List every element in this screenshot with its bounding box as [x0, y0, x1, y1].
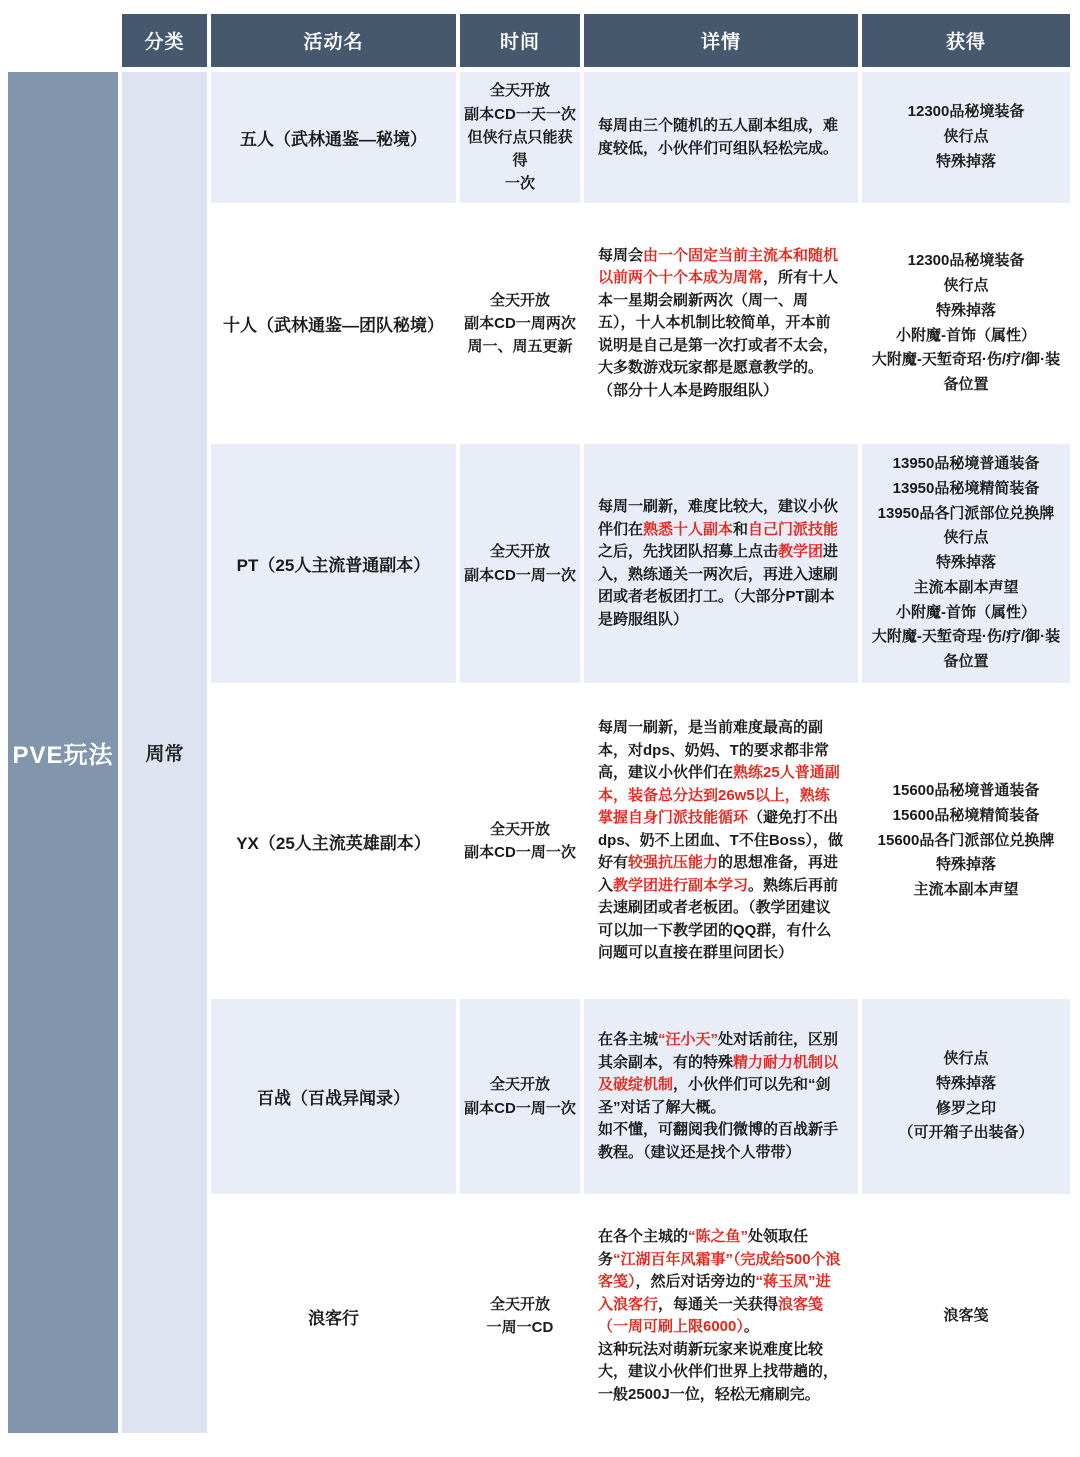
time-cell: [460, 999, 580, 1194]
reward-line: 15600品各门派部位兑换牌: [877, 831, 1055, 849]
time-line: 全天开放: [489, 820, 550, 838]
details-text: （避免打不出dps、奶不上团血、T不住Boss），做好有: [598, 809, 844, 872]
details-text: 如不懂，可翻阅我们微博的百战新手教程。（建议还是找个人带带）: [598, 1121, 839, 1161]
rewards-cell: [862, 1199, 1070, 1433]
time-line: 副本CD一周一次: [464, 566, 576, 584]
reward-line: 15600品秘境普通装备: [892, 782, 1040, 800]
details-text: 。熟练后再前去速刷团或者老板团。（教学团建议可以加一下教学团的QQ群，有什么问题可以直接在群里问团长）: [598, 876, 839, 962]
details-text: 每周一刷新，难度比较大，建议小伙伴们在: [598, 498, 839, 538]
pve-activity-table: [8, 14, 1070, 1433]
time-line: 副本CD一周一次: [464, 1099, 576, 1117]
reward-line: （可开箱子出装备）: [898, 1124, 1034, 1142]
details-paragraph: [598, 1119, 844, 1164]
details-highlight-text: 由一个固定当前主流本和随机以前两个十个本成为周常: [598, 246, 839, 287]
details-text: 每周由三个随机的五人副本组成，难度较低，小伙伴们可组队轻松完成。: [598, 117, 839, 157]
activity-name: 浪客行: [308, 1308, 359, 1328]
details-highlight-text: “陈之鱼”: [688, 1228, 749, 1245]
details-text: 。: [743, 1318, 759, 1335]
details-paragraph: [598, 496, 844, 631]
details-paragraph: [598, 115, 844, 160]
details-highlight-text: 较强抗压能力: [628, 854, 719, 872]
rewards-cell: [862, 208, 1070, 439]
details-cell: [584, 208, 858, 439]
details-highlight-text: “汪小天”: [658, 1031, 719, 1048]
time-line: 副本CD一天一次: [464, 105, 576, 123]
reward-line: 13950品秘境普通装备: [892, 455, 1040, 473]
time-line: 全天开放: [489, 1295, 550, 1313]
details-paragraph: [598, 1029, 844, 1119]
details-cell: [584, 1199, 858, 1433]
column-header-rewards: 获得: [862, 14, 1070, 67]
column-header-activity: 活动名: [211, 14, 456, 67]
rewards-cell: [862, 72, 1070, 203]
category-weekly-label: 周常: [122, 72, 207, 1433]
reward-line: 特殊掉落: [935, 301, 996, 319]
reward-line: 侠行点: [943, 128, 989, 146]
activity-name-cell: [211, 444, 456, 683]
reward-line: 侠行点: [943, 1050, 989, 1067]
details-text: 处领取任务: [598, 1228, 809, 1268]
details-highlight-text: 精力耐力机制以及破绽机制: [598, 1053, 839, 1093]
reward-line: 小附魔-首饰（属性）: [896, 326, 1036, 344]
time-cell: [460, 1199, 580, 1433]
details-highlight-text: 自己门派技能: [748, 520, 839, 538]
reward-line: 修罗之印: [935, 1099, 996, 1117]
reward-line: 小附魔-首饰（属性）: [896, 603, 1036, 621]
details-paragraph: [598, 1226, 844, 1339]
activity-name-cell: [211, 72, 456, 203]
activity-name-cell: [211, 688, 456, 994]
details-text: 和: [733, 520, 749, 538]
details-highlight-text: 教学团进行副本学习: [613, 876, 749, 894]
activity-name: 百战（百战异闻录）: [257, 1089, 410, 1108]
details-highlight-text: 熟练25人普通副本，装备总分达到26w5以上，熟练掌握自身门派技能循环: [598, 764, 840, 827]
reward-line: 大附魔-天堑奇玿·伤/疗/御·装备位置: [871, 351, 1061, 393]
details-cell: [584, 444, 858, 683]
details-text: ，小伙伴们可以先和“剑圣”对话了解大概。: [598, 1076, 831, 1116]
reward-line: 主流本副本声望: [913, 578, 1019, 596]
details-text: ，每通关一关获得: [658, 1295, 779, 1313]
time-line: 一周一CD: [486, 1319, 554, 1336]
details-text: ，然后对话旁边的: [635, 1273, 756, 1290]
details-text: ，所有十人本一星期会刷新两次（周一、周五），十人本机制比较简单，开本前说明是自己是第一次打或者不太会，大多数游戏玩家都是愿意教学的。（部分十人本是跨服组队）: [598, 269, 839, 399]
reward-line: 12300品秘境装备: [907, 103, 1025, 121]
activity-name: 五人（武林通鉴—秘境）: [240, 130, 427, 149]
details-highlight-text: 教学团: [778, 543, 824, 560]
activity-name-cell: [211, 208, 456, 439]
reward-line: 15600品秘境精简装备: [892, 806, 1040, 824]
reward-line: 侠行点: [943, 277, 989, 294]
sidebar-pve-label: PVE玩法: [8, 72, 118, 1433]
time-line: 周一、周五更新: [467, 338, 573, 356]
time-line: 一次: [504, 175, 535, 193]
details-text: 之后，先找团队招募上点击: [598, 543, 779, 560]
details-cell: [584, 999, 858, 1194]
details-paragraph: [598, 717, 844, 965]
reward-line: 特殊掉落: [935, 1074, 996, 1092]
details-highlight-text: 浪客笺（一周可刷上限6000）: [598, 1295, 824, 1335]
rewards-cell: [862, 444, 1070, 683]
time-cell: [460, 72, 580, 203]
time-line: 全天开放: [489, 82, 550, 100]
activity-name-cell: [211, 999, 456, 1194]
reward-line: 特殊掉落: [935, 554, 996, 572]
activity-name: PT（25人主流普通副本）: [236, 556, 431, 575]
time-cell: [460, 688, 580, 994]
details-cell: [584, 72, 858, 203]
reward-line: 13950品各门派部位兑换牌: [877, 504, 1055, 522]
details-paragraph: [598, 245, 844, 403]
details-cell: [584, 688, 858, 994]
time-cell: [460, 208, 580, 439]
activity-name-cell: [211, 1199, 456, 1433]
rewards-cell: [862, 999, 1070, 1194]
details-text: 在各个主城的: [598, 1228, 689, 1245]
details-text: 每周会: [598, 246, 644, 264]
time-cell: [460, 444, 580, 683]
rewards-cell: [862, 688, 1070, 994]
reward-line: 浪客笺: [943, 1306, 989, 1324]
reward-line: 特殊掉落: [935, 152, 996, 170]
details-text: 每周一刷新，是当前难度最高的副本，对dps、奶妈、T的要求都非常高，建议小伙伴们在: [598, 719, 829, 782]
column-header-time: 时间: [460, 14, 580, 67]
details-highlight-text: “江湖百年风霜事”（完成给500个浪客笺）: [598, 1250, 841, 1290]
time-line: 全天开放: [489, 291, 550, 309]
details-text: 这种玩法对萌新玩家来说难度比较大，建议小伙伴们世界上找带趟的，一般2500J一位，轻松无痛刷完。: [598, 1340, 839, 1403]
details-paragraph: [598, 1339, 844, 1407]
reward-line: 大附魔-天堑奇珵·伤/疗/御·装备位置: [871, 628, 1061, 671]
details-text: 在各主城: [598, 1031, 659, 1048]
time-line: 全天开放: [489, 1076, 550, 1094]
time-line: 副本CD一周两次: [464, 314, 576, 332]
reward-line: 12300品秘境装备: [907, 252, 1025, 270]
details-highlight-text: 熟悉十人副本: [643, 520, 734, 538]
reward-line: 特殊掉落: [935, 856, 996, 874]
reward-line: 主流本副本声望: [913, 881, 1019, 899]
details-text: 处对话前往，区别其余副本，有的特殊: [598, 1031, 839, 1071]
time-line: 全天开放: [489, 543, 550, 561]
reward-line: 侠行点: [943, 529, 989, 547]
details-text: 进入，熟练通关一两次后，再进入速刷团或者老板团打工。（大部分PT副本是跨服组队）: [598, 543, 839, 628]
details-text: 的思想准备，再进入: [598, 854, 839, 894]
details-highlight-text: “蒋玉凤”进入浪客行: [598, 1273, 831, 1313]
column-header-category: 分类: [122, 14, 207, 67]
activity-name: 十人（武林通鉴—团队秘境）: [223, 316, 444, 335]
activity-name: YX（25人主流英雄副本）: [236, 833, 431, 853]
time-line: 但侠行点只能获得: [467, 128, 573, 170]
time-line: 副本CD一周一次: [464, 844, 576, 861]
reward-line: 13950品秘境精简装备: [892, 479, 1040, 497]
column-header-details: 详情: [584, 14, 858, 67]
